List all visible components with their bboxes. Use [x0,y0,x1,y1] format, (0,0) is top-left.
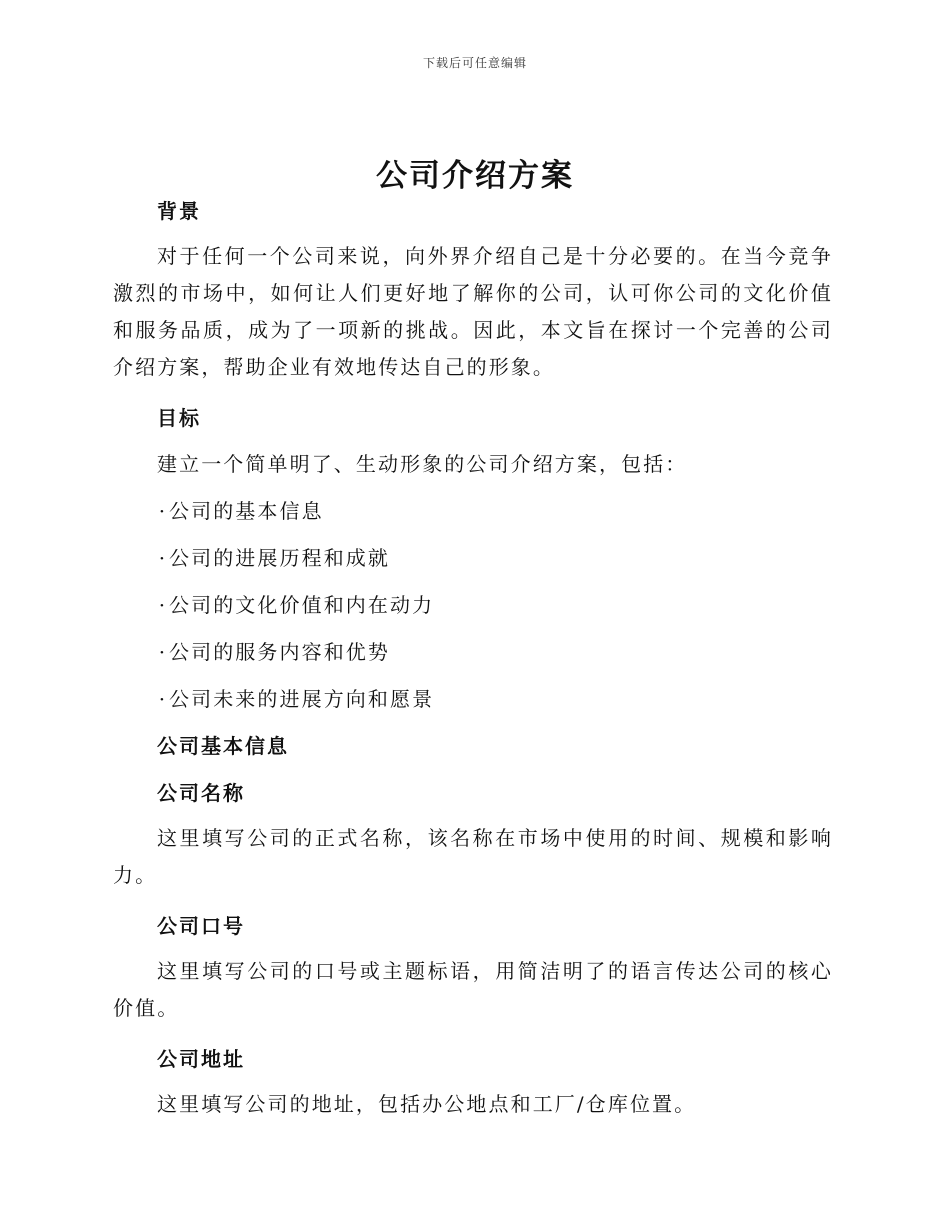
list-item [113,590,833,620]
list-item-text: 公司未来的进展方向和愿景 [169,687,435,711]
list-item-text: 公司的进展历程和成就 [169,546,390,570]
list-item [113,637,833,667]
company-name-paragraph: 这里填写公司的正式名称，该名称在市场中使用的时间、规模和影响力。 [113,826,833,887]
list-item-text: 公司的文化价值和内在动力 [169,593,435,617]
section-heading-goal: 目标 [157,406,201,430]
section-heading-background: 背景 [157,199,201,223]
section-heading-basic-info: 公司基本信息 [157,734,289,758]
subheading-company-name: 公司名称 [157,781,245,805]
list-item-text: 公司的基本信息 [169,499,324,523]
subheading-company-address: 公司地址 [157,1047,245,1071]
bullet-icon: · [158,687,168,711]
list-item [113,543,833,573]
list-item [113,684,833,714]
goal-intro: 建立一个简单明了、生动形象的公司介绍方案，包括： [157,452,688,476]
subheading-company-slogan: 公司口号 [157,914,245,938]
bullet-icon: · [158,499,168,523]
bullet-icon: · [158,546,168,570]
bullet-icon: · [158,593,168,617]
list-item-text: 公司的服务内容和优势 [169,640,390,664]
company-slogan-paragraph: 这里填写公司的口号或主题标语，用简洁明了的语言传达公司的核心价值。 [113,959,833,1020]
document-title: 公司介绍方案 [376,158,574,194]
document-body [113,196,833,1123]
background-paragraph: 对于任何一个公司来说，向外界介绍自己是十分必要的。在当今竞争激烈的市场中，如何让人们更好地了解你的公司，认可你公司的文化价值和服务品质，成为了一项新的挑战。因此，本文旨在探讨一个完善的公司介绍方案，帮助企业有效地传达自己的形象。 [113,244,833,379]
company-address-paragraph: 这里填写公司的地址，包括办公地点和工厂/仓库位置。 [157,1092,697,1116]
bullet-icon: · [158,640,168,664]
list-item [113,496,833,526]
page-header: 下载后可任意编辑 [422,56,527,70]
